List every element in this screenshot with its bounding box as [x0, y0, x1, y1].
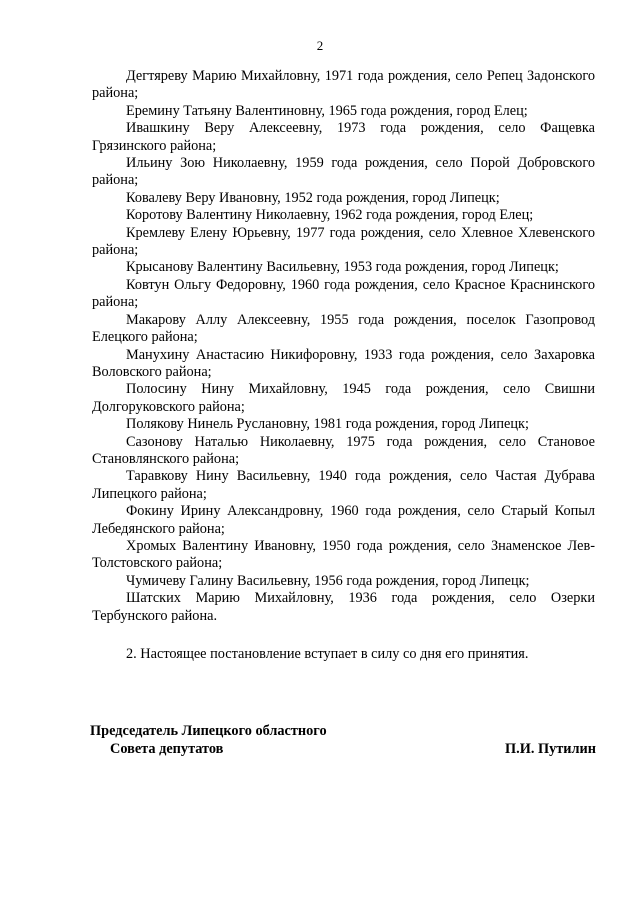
entries-list	[92, 68, 595, 625]
signature-block	[90, 722, 596, 758]
list-item: Хромых Валентину Ивановну, 1950 года рождения, село Знаменское Лев-Толстовского района;	[92, 537, 595, 572]
list-item: Ковтун Ольгу Федоровну, 1960 года рождения, село Красное Краснинского района;	[92, 276, 595, 311]
list-item: Ковалеву Веру Ивановну, 1952 года рождения, город Липецк;	[126, 189, 500, 206]
list-item: Коротову Валентину Николаевну, 1962 года рождения, город Елец;	[126, 207, 534, 224]
signer-name: П.И. Путилин	[505, 741, 596, 757]
list-item: Кремлеву Елену Юрьевну, 1977 года рождения, село Хлевное Хлевенского района;	[92, 224, 595, 259]
list-item: Еремину Татьяну Валентиновну, 1965 года рождения, город Елец;	[126, 102, 528, 119]
list-item: Манухину Анастасию Никифоровну, 1933 года рождения, село Захаровка Воловского района;	[92, 346, 595, 380]
list-item: Полосину Нину Михайловну, 1945 года рождения, село Свишни Долгоруковского района;	[92, 381, 595, 415]
resolution-item: 2. Настоящее постановление вступает в силу со дня его принятия.	[126, 646, 529, 662]
list-item: Ивашкину Веру Алексеевну, 1973 года рождения, село Фащевка Грязинского района;	[92, 120, 595, 154]
signature-title-line1: Председатель Липецкого областного	[90, 723, 327, 739]
list-item: Сазонову Наталью Николаевну, 1975 года рождения, село Становое Становлянского района;	[92, 433, 595, 467]
list-item: Шатских Марию Михайловну, 1936 года рождения, село Озерки Тербунского района.	[92, 590, 595, 624]
list-item: Макарову Аллу Алексеевну, 1955 года рождения, поселок Газопровод Елецкого района;	[92, 311, 595, 346]
signature-title-line2: Совета депутатов	[110, 741, 224, 757]
list-item: Крысанову Валентину Васильевну, 1953 года рождения, город Липецк;	[126, 259, 559, 276]
page-number: 2	[316, 38, 324, 53]
list-item: Дегтяреву Марию Михайловну, 1971 года рождения, село Репец Задонского района;	[92, 68, 595, 102]
list-item: Таравкову Нину Васильевну, 1940 года рождения, село Частая Дубрава Липецкого района;	[92, 468, 595, 502]
list-item: Чумичеву Галину Васильевну, 1956 года рождения, город Липецк;	[126, 572, 530, 589]
list-item: Полякову Нинель Руслановну, 1981 года рождения, город Липецк;	[126, 416, 529, 433]
list-item: Фокину Ирину Александровну, 1960 года рождения, село Старый Копыл Лебедянского района;	[92, 503, 595, 537]
list-item: Ильину Зою Николаевну, 1959 года рождения, село Порой Добровского района;	[92, 155, 595, 189]
